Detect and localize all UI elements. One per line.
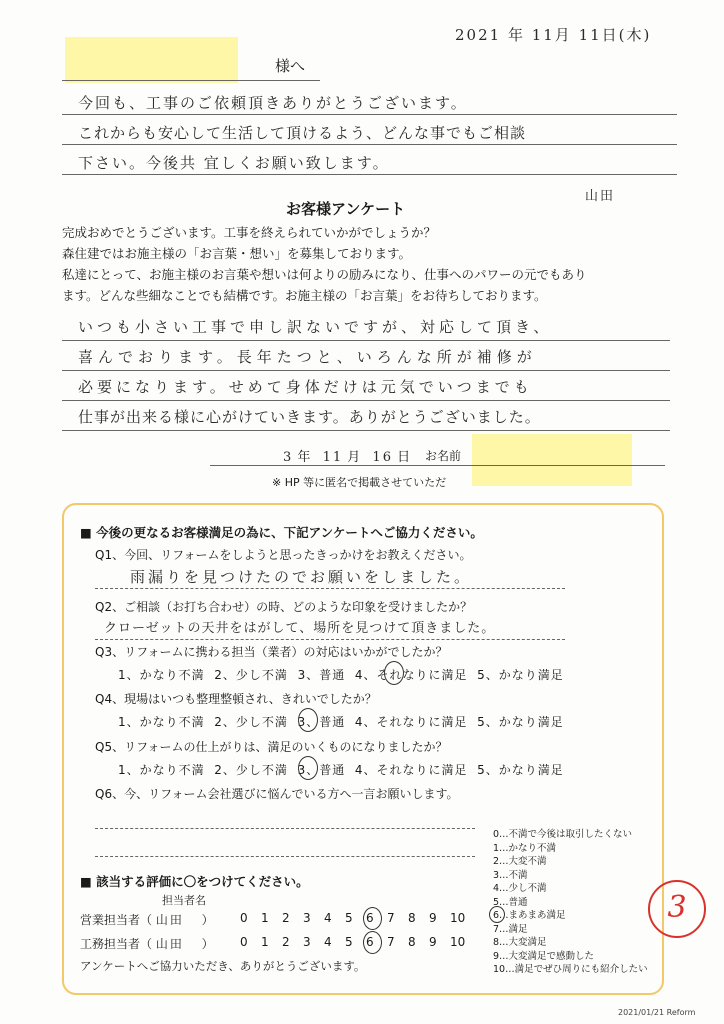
q4-option-1: 1、かなり不満: [118, 715, 205, 729]
q3-option-5: 5、かなり満足: [477, 668, 564, 682]
construction-score-5: 5: [345, 935, 353, 949]
legend-item-4: 4…少し不満: [493, 883, 547, 894]
q3-option-2: 2、少し不満: [214, 668, 288, 682]
q3-selection-circle: [384, 661, 404, 685]
response-line-1: いつも小さい工事で申し訳ないですが、対応して頂き、: [78, 318, 553, 336]
q1-answer: 雨漏りを見つけたのでお願いをしました。: [130, 568, 473, 586]
legend-item-10: 10…満足でぜひ周りにも紹介したい: [493, 964, 648, 975]
letter-rule-3: [62, 174, 677, 175]
q4-option-3: 3、普通: [297, 715, 346, 729]
response-line-3: 必要になります。せめて身体だけは元気でいつまでも: [78, 378, 533, 396]
legend-item-0: 0…不満で今後は取引したくない: [493, 829, 633, 840]
sales-score-0: 0: [240, 911, 248, 925]
response-rule-3: [62, 400, 670, 401]
q4-options: [118, 713, 564, 730]
q4-selection-circle: [298, 708, 318, 732]
q5-option-1: 1、かなり不満: [118, 763, 205, 777]
recipient-name-redacted: [65, 37, 238, 83]
intro-line-3: 私達にとって、お施主様のお言葉や想いは何よりの励みになり、仕事へのパワーの元でもあり: [62, 267, 587, 282]
construction-close: ）: [201, 937, 214, 951]
anonymous-note: ※ HP 等に匿名で掲載させていただ: [272, 476, 447, 489]
legend-item-3: 3…不満: [493, 869, 528, 881]
q5-option-4: 4、それなりに満足: [354, 763, 468, 777]
thanks-text: アンケートへご協力いただき、ありがとうございます。: [80, 959, 366, 973]
sales-row: [80, 911, 214, 928]
q3-option-1: 1、かなり不満: [118, 668, 205, 682]
recipient-underline: [62, 80, 320, 81]
response-date-day-unit: 日: [397, 450, 411, 465]
sales-score-2: 2: [282, 911, 290, 925]
legend-item-1: 1…かなり不満: [493, 842, 557, 854]
q6-question: Q6、今、リフォーム会社選びに悩んでいる方へ一言お願いします。: [95, 787, 459, 801]
response-rule-4: [62, 430, 670, 431]
rating-legend: [493, 828, 648, 977]
intro-line-2: 森住建ではお施主様の「お言葉・想い」を募集しております。: [62, 246, 412, 261]
sales-score-5: 5: [345, 911, 353, 925]
q4-question: Q4、現場はいつも整理整頓され、きれいでしたか？: [95, 692, 377, 706]
q5-selection-circle: [298, 756, 318, 780]
construction-score-3: 3: [303, 935, 311, 949]
sales-score-9: 9: [429, 911, 437, 925]
legend-selection-circle: [489, 906, 505, 923]
q5-option-5: 5、かなり満足: [477, 763, 564, 777]
response-line-2: 喜んでおります。長年たつと、いろんな所が補修が: [78, 348, 537, 366]
name-label: お名前: [425, 449, 462, 463]
sales-score-6: 6: [366, 911, 374, 925]
legend-item-9: 9…大変満足で感動した: [493, 950, 595, 962]
date-name-underline: [210, 465, 665, 466]
response-date-month: 11: [322, 450, 344, 465]
q5-options: [118, 761, 564, 778]
q5-question: Q5、リフォームの仕上がりは、満足のいくものになりましたか？: [95, 740, 448, 754]
response-date-year-unit: 年: [297, 450, 311, 465]
sales-scale: [240, 911, 471, 925]
letter-rule-2: [62, 144, 677, 145]
sales-close: ）: [201, 913, 214, 927]
legend-item-7: 7…満足: [493, 923, 528, 935]
q6-answer-rule-2: [95, 856, 475, 857]
construction-score-2: 2: [282, 935, 290, 949]
letter-signature: 山田: [585, 189, 616, 204]
construction-score-1: 1: [261, 935, 269, 949]
response-date: [283, 446, 410, 465]
q2-answer-rule: [95, 639, 565, 640]
intro-line-1: 完成おめでとうございます。工事を終えられていかがでしょうか？: [62, 225, 437, 240]
letter-rule-1: [62, 114, 677, 115]
construction-score-circle: [363, 931, 382, 954]
sales-score-3: 3: [303, 911, 311, 925]
letter-date: 2021 年 11月 11日(木): [455, 26, 652, 44]
sales-score-7: 7: [387, 911, 395, 925]
construction-score-4: 4: [324, 935, 332, 949]
q4-option-4: 4、それなりに満足: [354, 715, 468, 729]
response-date-day: 16: [372, 450, 393, 465]
survey-title: お客様アンケート: [286, 200, 406, 218]
response-name-redacted: [472, 434, 632, 486]
circled-score-mark: 3: [648, 880, 706, 938]
q4-option-2: 2、少し不満: [214, 715, 288, 729]
response-date-month-unit: 月: [347, 450, 361, 465]
construction-staff-name: 山田: [155, 937, 184, 951]
legend-item-8: 8…大変満足: [493, 937, 547, 948]
q3-question: Q3、リフォームに携わる担当（業者）の対応はいかがでしたか？: [95, 645, 448, 659]
q2-answer: クローゼットの天井をはがして、場所を見つけて頂きました。: [104, 621, 496, 636]
q5-option-2: 2、少し不満: [214, 763, 288, 777]
sales-score-1: 1: [261, 911, 269, 925]
sales-staff-name: 山田: [155, 913, 184, 927]
response-rule-2: [62, 370, 670, 371]
q6-answer-rule-1: [95, 828, 475, 829]
construction-score-6: 6: [366, 935, 374, 949]
q3-option-3: 3、普通: [297, 668, 346, 682]
construction-score-9: 9: [429, 935, 437, 949]
construction-scale: [240, 935, 471, 949]
q3-options: [118, 666, 564, 683]
footer-code: 2021/01/21 Reform: [618, 1008, 696, 1017]
response-date-year: 3: [283, 450, 294, 465]
response-rule-1: [62, 340, 670, 341]
letter-line-2: これからも安心して生活して頂けるよう、どんな事でもご相談: [78, 124, 527, 142]
legend-item-6: 6…まあまあ満足: [493, 910, 566, 921]
rating-header: ■ 該当する評価に〇をつけてください。: [80, 874, 309, 889]
q2-question: Q2、ご相談（お打ち合わせ）の時、どのような印象を受けましたか？: [95, 600, 473, 614]
construction-score-8: 8: [408, 935, 416, 949]
sales-score-10: 10: [450, 911, 466, 925]
letter-line-3: 下さい。今後共 宜しくお願い致します。: [78, 154, 390, 172]
questionnaire-header: ■ 今後の更なるお客様満足の為に、下記アンケートへご協力ください。: [80, 525, 483, 540]
recipient-suffix: 様へ: [275, 57, 306, 75]
q5-option-3: 3、普通: [297, 763, 346, 777]
q4-option-5: 5、かなり満足: [477, 715, 564, 729]
construction-row: [80, 935, 214, 952]
q1-question: Q1、今回、リフォームをしようと思ったきっかけをお教えください。: [95, 548, 472, 562]
staff-name-label: 担当者名: [162, 894, 206, 907]
q3-option-4: 4、それなりに満足: [354, 668, 468, 682]
intro-line-4: ます。どんな些細なことでも結構です。お施主様の「お言葉」をお待ちしております。: [62, 288, 547, 303]
sales-score-circle: [363, 907, 382, 930]
sales-score-4: 4: [324, 911, 332, 925]
response-line-4: 仕事が出来る様に心がけていきます。ありがとうございました。: [78, 408, 541, 426]
construction-score-10: 10: [450, 935, 466, 949]
q1-answer-rule: [95, 588, 565, 589]
construction-label: 工務担当者（: [80, 937, 153, 951]
legend-item-2: 2…大変不満: [493, 856, 547, 867]
sales-label: 営業担当者（: [80, 913, 153, 927]
sales-score-8: 8: [408, 911, 416, 925]
construction-score-7: 7: [387, 935, 395, 949]
legend-item-5: 5…普通: [493, 896, 528, 908]
letter-line-1: 今回も、工事のご依頼頂きありがとうございます。: [78, 94, 468, 112]
construction-score-0: 0: [240, 935, 248, 949]
